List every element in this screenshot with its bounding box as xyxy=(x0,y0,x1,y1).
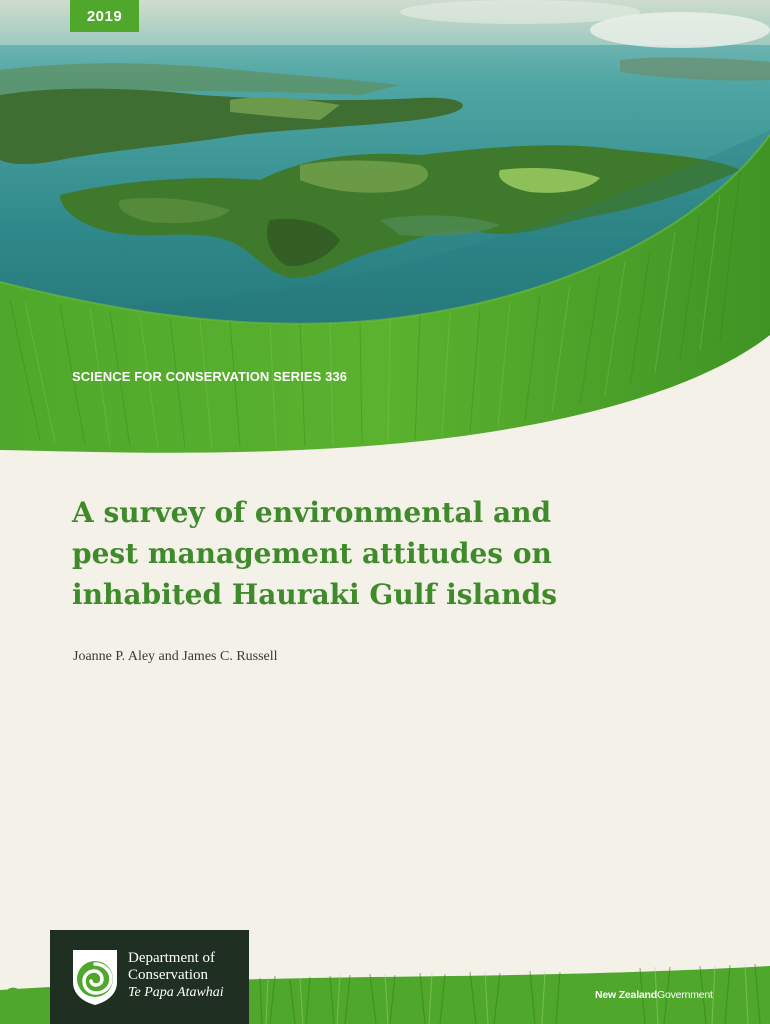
doc-logo-text xyxy=(128,950,224,1001)
doc-logo-line-3: Te Papa Atawhai xyxy=(128,985,224,1000)
doc-logo-line-2: Conservation xyxy=(128,967,208,983)
title-line-2: pest management attitudes on xyxy=(72,537,552,570)
aerial-island-photo xyxy=(0,0,770,470)
year-badge: 2019 xyxy=(70,0,139,32)
nz-government-logo xyxy=(595,989,713,1001)
koru-emblem-icon xyxy=(70,948,120,1006)
title-line-1: A survey of environmental and xyxy=(72,496,552,529)
doc-logo-line-1: Department of xyxy=(128,950,216,966)
nz-government-logo-part2: Government xyxy=(656,989,713,1001)
doc-logo xyxy=(50,930,249,1024)
series-label: SCIENCE FOR CONSERVATION SERIES 336 xyxy=(72,369,348,384)
report-title xyxy=(72,492,592,615)
authors: Joanne P. Aley and James C. Russell xyxy=(73,649,278,664)
nz-government-logo-part1: New Zealand xyxy=(595,989,657,1001)
title-line-3: inhabited Hauraki Gulf islands xyxy=(72,578,557,611)
